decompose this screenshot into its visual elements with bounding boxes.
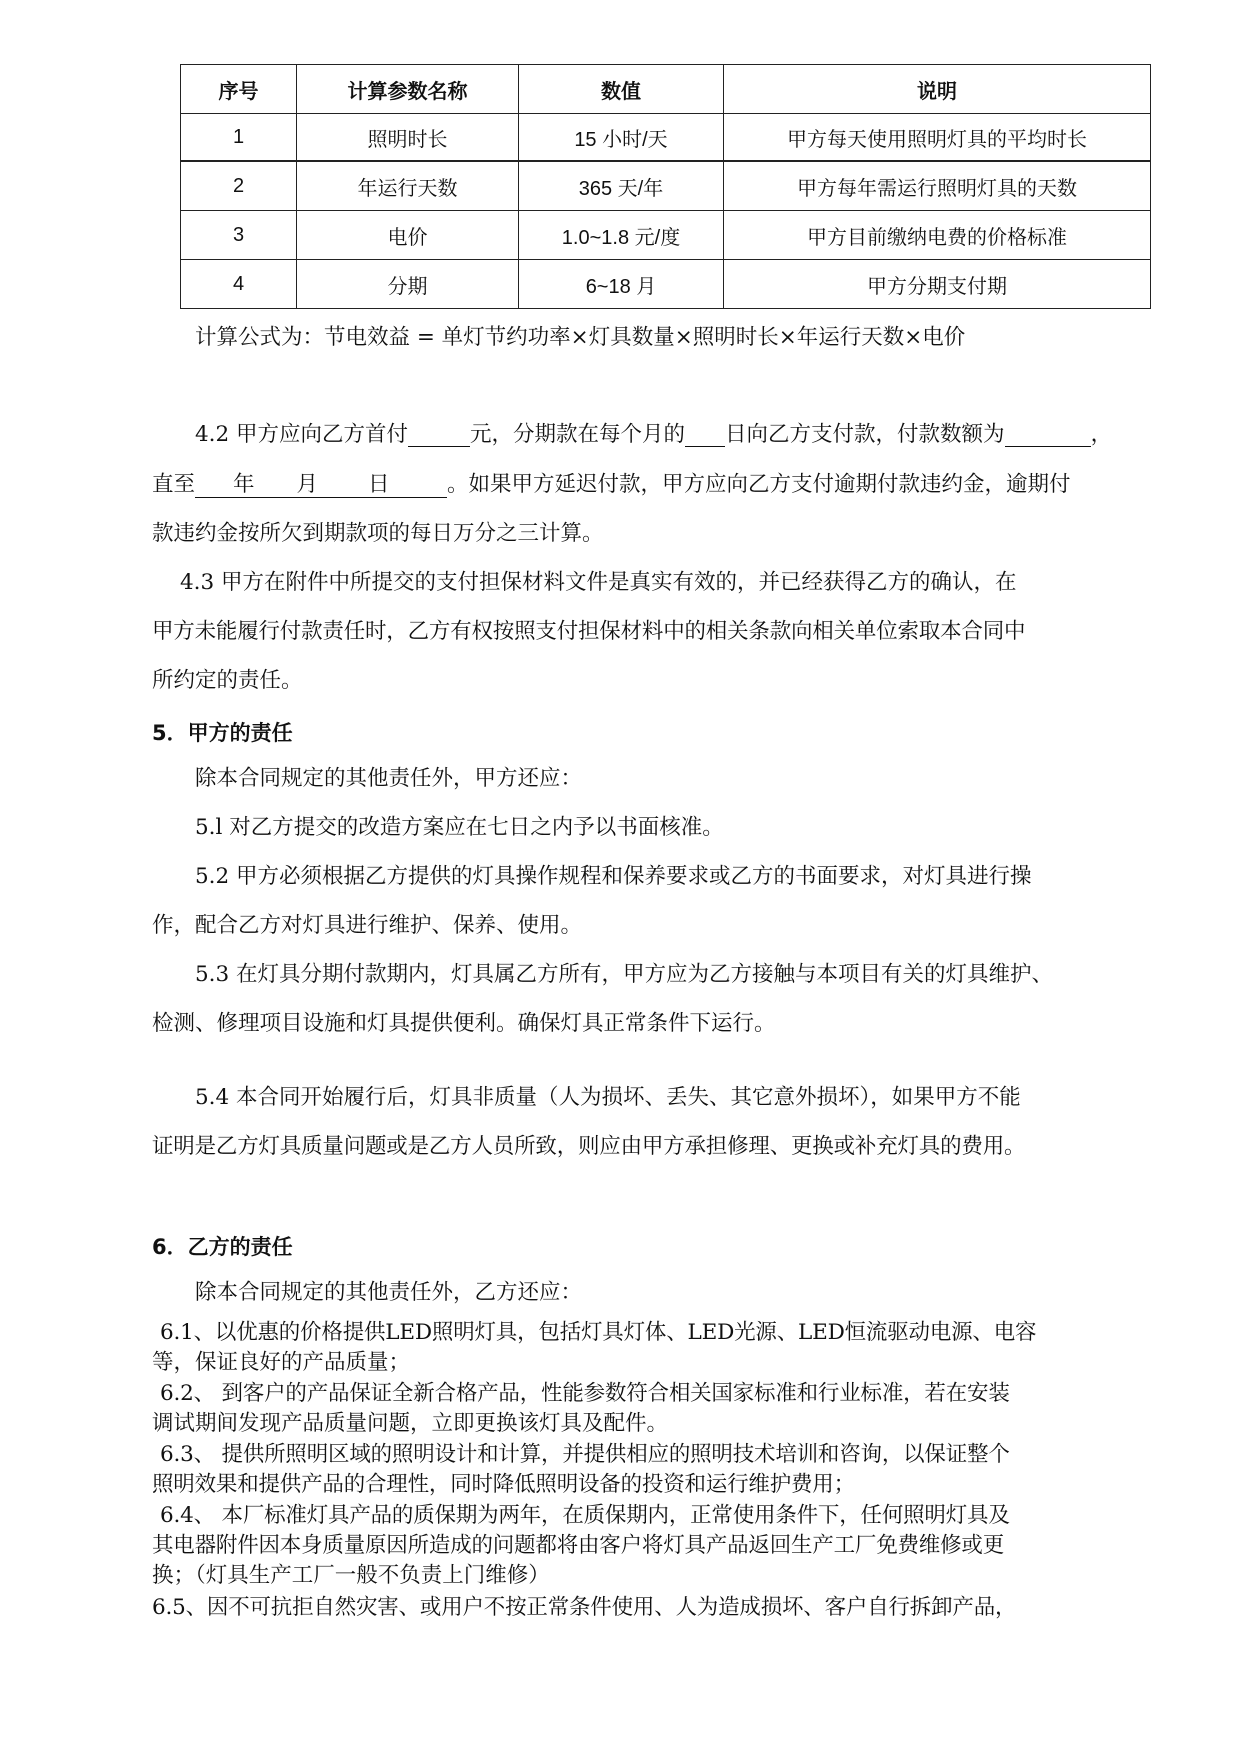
clause-4-2-text-c: 日向乙方支付款，付款数额为: [725, 422, 1005, 447]
cell-no: 1: [181, 114, 297, 162]
clause-5-2-line-2: 作，配合乙方对灯具进行维护、保养、使用。: [152, 913, 583, 938]
section-6-title: 6．乙方的责任: [152, 1235, 293, 1259]
clause-4-2-line-3: 款违约金按所欠到期款项的每日万分之三计算。: [152, 521, 604, 546]
cell-name: 年运行天数: [297, 161, 519, 211]
day-label: 日: [368, 472, 390, 497]
clause-4-2-text-e: 直至: [152, 472, 196, 497]
cell-value: 1.0~1.8 元/度: [519, 211, 724, 260]
clause-4-3-line-3: 所约定的责任。: [152, 668, 303, 693]
cell-desc: 甲方目前缴纳电费的价格标准: [724, 211, 1151, 260]
table-row: [181, 260, 1151, 309]
header-no: 序号: [181, 65, 297, 114]
clause-6-3-line-1: 6.3、 提供所照明区域的照明设计和计算，并提供相应的照明技术培训和咨询，以保证整个: [160, 1442, 1010, 1467]
cell-no: 2: [181, 161, 297, 211]
clause-5-3-line-1: 5.3 在灯具分期付款期内，灯具属乙方所有，甲方应为乙方接触与本项目有关的灯具维护、: [195, 962, 1054, 987]
clause-4-3-line-2: 甲方未能履行付款责任时，乙方有权按照支付担保材料中的相关条款向相关单位索取本合同中: [152, 619, 1026, 644]
clause-6-4-line-2: 其电器附件因本身质量原因所造成的问题都将由客户将灯具产品返回生产工厂免费维修或更: [152, 1533, 1005, 1558]
payment-amount-blank[interactable]: [1005, 424, 1091, 447]
table-row: [181, 211, 1151, 260]
clause-4-2-text-d: ，: [1090, 422, 1113, 447]
cell-value: 6~18 月: [519, 260, 724, 309]
month-label: 月: [296, 472, 319, 497]
clause-4-2-text-b: 元，分期款在每个月的: [470, 422, 686, 447]
clause-6-1-line-1: 6.1、以优惠的价格提供LED照明灯具，包括灯具灯体、LED光源、LED恒流驱动电源、电容: [160, 1320, 1037, 1345]
payment-day-blank[interactable]: [685, 424, 725, 447]
section-5-intro: 除本合同规定的其他责任外，甲方还应：: [195, 766, 583, 791]
section-6-intro: 除本合同规定的其他责任外，乙方还应：: [195, 1280, 583, 1305]
down-payment-blank[interactable]: [408, 424, 470, 447]
clause-5-3-line-2: 检测、修理项目设施和灯具提供便利。确保灯具正常条件下运行。: [152, 1011, 776, 1036]
clause-6-2-line-1: 6.2、 到客户的产品保证全新合格产品，性能参数符合相关国家标准和行业标准，若在安装: [160, 1381, 1010, 1406]
clause-4-2-line-2: [152, 472, 1071, 498]
header-name: 计算参数名称: [297, 65, 519, 114]
table-row: [181, 161, 1151, 211]
section-5-title: 5．甲方的责任: [152, 721, 293, 745]
clause-4-2-text-a: 4.2 甲方应向乙方首付: [195, 422, 409, 447]
cell-no: 3: [181, 211, 297, 260]
table-header-row: [181, 65, 1151, 114]
clause-6-3-line-2: 照明效果和提供产品的合理性，同时降低照明设备的投资和运行维护费用；: [152, 1472, 855, 1497]
cell-desc: 甲方分期支付期: [724, 260, 1151, 309]
cell-no: 4: [181, 260, 297, 309]
header-desc: 说明: [724, 65, 1151, 114]
header-value: 数值: [519, 65, 724, 114]
clause-4-2-text-f: 。如果甲方延迟付款，甲方应向乙方支付逾期付款违约金，逾期付: [447, 472, 1071, 497]
clause-4-3-line-1: 4.3 甲方在附件中所提交的支付担保材料文件是真实有效的，并已经获得乙方的确认，在: [180, 570, 1017, 595]
clause-6-2-line-2: 调试期间发现产品质量问题，立即更换该灯具及配件。: [152, 1411, 669, 1436]
clause-5-4-line-1: 5.4 本合同开始履行后，灯具非质量（人为损坏、丢失、其它意外损坏），如果甲方不能: [195, 1085, 1021, 1110]
clause-6-4-line-3: 换；（灯具生产工厂一般不负责上门维修）: [152, 1563, 550, 1588]
cell-desc: 甲方每年需运行照明灯具的天数: [724, 161, 1151, 211]
clause-5-1: 5.l 对乙方提交的改造方案应在七日之内予以书面核准。: [195, 815, 724, 840]
parameter-table: [180, 64, 1151, 309]
clause-5-2-line-1: 5.2 甲方必须根据乙方提供的灯具操作规程和保养要求或乙方的书面要求，对灯具进行操: [195, 864, 1032, 889]
formula-line: 计算公式为：节电效益 = 单灯节约功率×灯具数量×照明时长×年运行天数×电价: [195, 325, 966, 350]
clause-5-4-line-2: 证明是乙方灯具质量问题或是乙方人员所致，则应由甲方承担修理、更换或补充灯具的费用。: [152, 1134, 1026, 1159]
clause-6-4-line-1: 6.4、 本厂标准灯具产品的质保期为两年，在质保期内，正常使用条件下，任何照明灯具及: [160, 1503, 1010, 1528]
cell-name: 分期: [297, 260, 519, 309]
clause-6-1-line-2: 等，保证良好的产品质量；: [152, 1350, 411, 1375]
clause-6-5-line-1: 6.5、因不可抗拒自然灾害、或用户不按正常条件使用、人为造成损坏、客户自行拆卸产品，: [152, 1595, 1017, 1620]
cell-desc: 甲方每天使用照明灯具的平均时长: [724, 114, 1151, 162]
clause-4-2-line-1: [195, 422, 1112, 447]
cell-value: 365 天/年: [519, 161, 724, 211]
year-label: 年: [233, 472, 255, 497]
end-date-blank[interactable]: [195, 472, 447, 498]
cell-name: 电价: [297, 211, 519, 260]
cell-name: 照明时长: [297, 114, 519, 162]
table-row: [181, 114, 1151, 162]
cell-value: 15 小时/天: [519, 114, 724, 162]
